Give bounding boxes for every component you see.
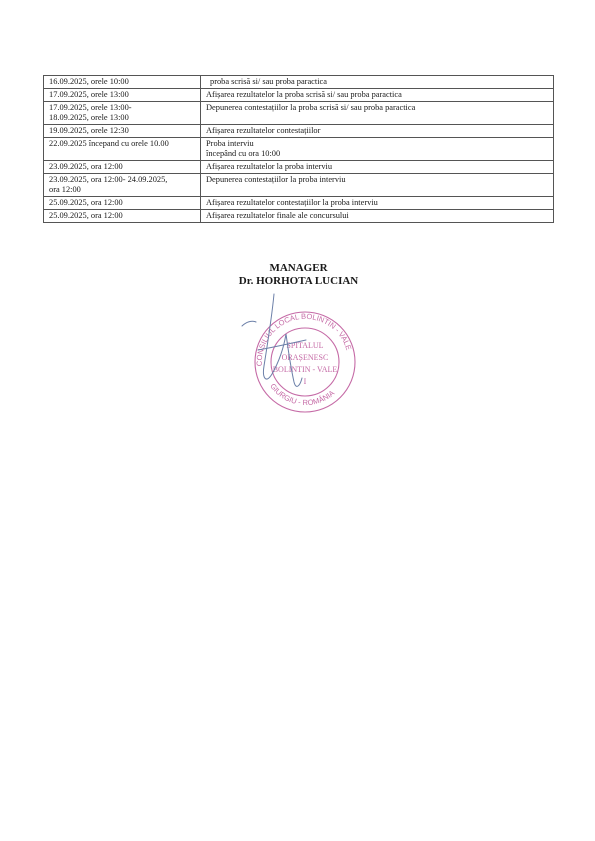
activity-text: Depunerea contestațiilor la proba scrisă si/ sau proba paractica [206, 103, 416, 112]
activity-text: proba scrisă si/ sau proba paractica [210, 77, 327, 86]
date-cell [44, 102, 201, 125]
activity-cell [201, 89, 554, 102]
date-text: 16.09.2025, orele 10:00 [49, 77, 129, 86]
date-cell [44, 161, 201, 174]
table-row [44, 102, 554, 125]
date-cell [44, 197, 201, 210]
signatory-block [0, 262, 595, 288]
date-text: 17.09.2025, orele 13:00- [49, 103, 132, 112]
date-cell [44, 210, 201, 223]
activity-text: Afișarea rezultatelor contestațiilor [206, 126, 321, 135]
activity-cell [201, 76, 554, 89]
date-text: 25.09.2025, ora 12:00 [49, 198, 123, 207]
date-cell [44, 125, 201, 138]
signatory-name: Dr. HORHOTA LUCIAN [238, 275, 359, 287]
activity-cell [201, 161, 554, 174]
date-text: 22.09.2025 începand cu orele 10.00 [49, 139, 169, 148]
table-row [44, 210, 554, 223]
date-text: ora 12:00 [49, 185, 81, 194]
date-text: 25.09.2025, ora 12:00 [49, 211, 123, 220]
stamp-bottom-text: GIURGIU - ROMÂNIA [268, 381, 337, 408]
handwritten-signature [228, 286, 338, 406]
activity-text: Afișarea rezultatelor la proba interviu [206, 162, 333, 171]
date-text: 19.09.2025, orele 12:30 [49, 126, 129, 135]
date-text: 23.09.2025, ora 12:00- 24.09.2025, [49, 175, 168, 184]
stamp-center-line: ORAȘENESC [281, 353, 329, 362]
activity-cell [201, 210, 554, 223]
date-text: 17.09.2025, orele 13:00 [49, 90, 129, 99]
stamp-center-line: SPITALUL [286, 341, 324, 350]
activity-cell [201, 197, 554, 210]
stamp-ring-text: CONSILIUL LOCAL BOLINTIN - VALE [254, 311, 354, 367]
schedule-table [43, 75, 554, 223]
date-cell [44, 76, 201, 89]
table-row [44, 89, 554, 102]
activity-text: Depunerea contestațiilor la proba interviu [206, 175, 346, 184]
date-cell [44, 174, 201, 197]
stamp-center-line: BOLINTIN - VALE [272, 365, 338, 374]
date-cell [44, 89, 201, 102]
activity-cell [201, 102, 554, 125]
date-text: 18.09.2025, orele 13:00 [49, 113, 129, 122]
activity-text: Afișarea rezultatelor finale ale concursului [206, 211, 349, 220]
table-row [44, 125, 554, 138]
table-row [44, 174, 554, 197]
activity-cell [201, 125, 554, 138]
signature-stroke [242, 294, 306, 386]
date-text: 23.09.2025, ora 12:00 [49, 162, 123, 171]
activity-text: Afișarea rezultatelor la proba scrisă si/ sau proba paractica [206, 90, 402, 99]
table-row [44, 161, 554, 174]
table-row [44, 197, 554, 210]
table-row [44, 76, 554, 89]
stamp-center-line: I [303, 377, 307, 386]
date-cell [44, 138, 201, 161]
activity-text: Afișarea rezultatelor contestațiilor la proba interviu [206, 198, 378, 207]
table-row [44, 138, 554, 161]
signatory-role: MANAGER [269, 262, 328, 274]
activity-cell [201, 174, 554, 197]
activity-text: începând cu ora 10:00 [206, 149, 281, 158]
activity-cell [201, 138, 554, 161]
activity-text: Proba interviu [206, 139, 254, 148]
